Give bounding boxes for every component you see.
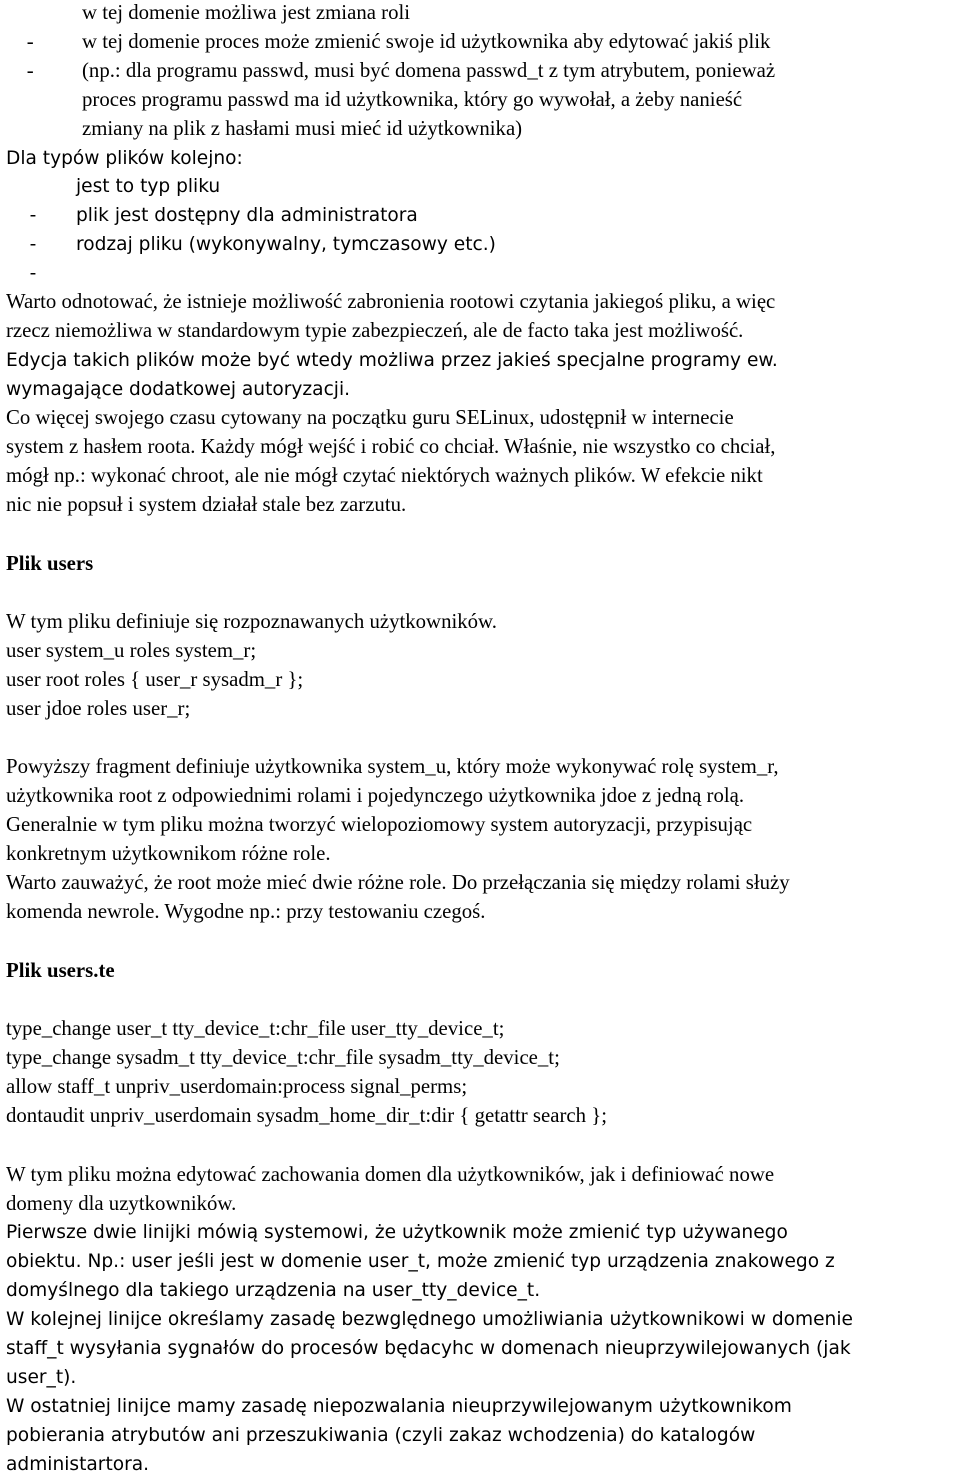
paragraph-line: W kolejnej linijce określamy zasadę bezwględnego umożliwiania użytkownikowi w domenie bbox=[6, 1309, 853, 1330]
paragraph-line: W tym pliku można edytować zachowania domen dla użytkowników, jak i definiować nowe bbox=[6, 1163, 775, 1186]
intro-list-item-text: w tej domenie możliwa jest zmiana roli bbox=[82, 1, 411, 24]
paragraph-line: system z hasłem roota. Każdy mógł wejść i robić co chciał. Właśnie, nie wszystko co chciał, bbox=[6, 435, 776, 458]
code-line: type_change user_t tty_device_t:chr_file user_tty_device_t; bbox=[6, 1017, 505, 1040]
list-dash: - bbox=[29, 234, 37, 255]
code-line: dontaudit unpriv_userdomain sysadm_home_dir_t:dir { getattr search }; bbox=[6, 1104, 607, 1127]
file-types-list-item-text: rodzaj pliku (wykonywalny, tymczasowy etc.) bbox=[76, 234, 496, 255]
paragraph-line: pobierania atrybutów ani przeszukiwania (czyli zakaz wchodzenia) do katalogów bbox=[6, 1425, 756, 1446]
paragraph-line: domyślnego dla takiego urządzenia na user_tty_device_t. bbox=[6, 1280, 541, 1301]
code-line: allow staff_t unpriv_userdomain:process signal_perms; bbox=[6, 1075, 468, 1098]
paragraph-line: wymagające dodatkowej autoryzacji. bbox=[6, 379, 351, 400]
file-types-list-item-text: jest to typ pliku bbox=[76, 176, 221, 197]
paragraph-line: mógł np.: wykonać chroot, ale nie mógł czytać niektórych ważnych plików. W efekcie nikt bbox=[6, 464, 763, 487]
list-dash: - bbox=[29, 263, 37, 284]
intro-continuation-line: proces programu passwd ma id użytkownika, który go wywołał, a żeby nanieść bbox=[82, 88, 743, 111]
list-dash: - bbox=[26, 30, 34, 53]
paragraph-line: Warto zauważyć, że root może mieć dwie różne role. Do przełączania się między rolami służy bbox=[6, 871, 790, 894]
paragraph-line: konkretnym użytkownikom różne role. bbox=[6, 842, 331, 865]
users-intro: W tym pliku definiuje się rozpoznawanych użytkowników. bbox=[6, 610, 497, 633]
paragraph-line: Edycja takich plików może być wtedy możliwa przez jakieś specjalne programy ew. bbox=[6, 350, 778, 371]
paragraph-line: Powyższy fragment definiuje użytkownika system_u, który może wykonywać rolę system_r, bbox=[6, 755, 779, 778]
intro-continuation-line: zmiany na plik z hasłami musi mieć id użytkownika) bbox=[82, 117, 523, 140]
intro-list-item bbox=[6, 27, 34, 114]
file-types-list-item-text: plik jest dostępny dla administratora bbox=[76, 205, 418, 226]
paragraph-line: user_t). bbox=[6, 1367, 77, 1388]
list-dash: - bbox=[29, 205, 37, 226]
code-line: user jdoe roles user_r; bbox=[6, 697, 191, 720]
paragraph-line: nic nie popsuł i system działał stale bez zarzutu. bbox=[6, 493, 407, 516]
paragraph-line: rzecz niemożliwa w standardowym typie zabezpieczeń, ale de facto taka jest możliwość. bbox=[6, 319, 744, 342]
paragraph-line: Co więcej swojego czasu cytowany na początku guru SELinux, udostępnił w internecie bbox=[6, 406, 734, 429]
code-line: type_change sysadm_t tty_device_t:chr_file sysadm_tty_device_t; bbox=[6, 1046, 560, 1069]
paragraph-line: administartora. bbox=[6, 1454, 150, 1475]
paragraph-line: W ostatniej linijce mamy zasadę niepozwalania nieuprzywilejowanym użytkownikom bbox=[6, 1396, 792, 1417]
paragraph-line: użytkownika root z odpowiednimi rolami i pojedynczego użytkownika jdoe z jedną rolą. bbox=[6, 784, 745, 807]
section-heading-users: Plik users bbox=[6, 552, 94, 575]
list-dash: - bbox=[26, 59, 34, 82]
file-types-heading: Dla typów plików kolejno: bbox=[6, 148, 243, 169]
intro-continuation-line: (np.: dla programu passwd, musi być domena passwd_t z tym atrybutem, ponieważ bbox=[82, 59, 776, 82]
code-line: user system_u roles system_r; bbox=[6, 639, 257, 662]
code-line: user root roles { user_r sysadm_r }; bbox=[6, 668, 304, 691]
paragraph-line: obiektu. Np.: user jeśli jest w domenie user_t, może zmienić typ urządzenia znakowego z bbox=[6, 1251, 835, 1272]
paragraph-line: domeny dla uzytkowników. bbox=[6, 1192, 237, 1215]
paragraph-line: Pierwsze dwie linijki mówią systemowi, że użytkownik może zmienić typ używanego bbox=[6, 1222, 788, 1243]
paragraph-line: komenda newrole. Wygodne np.: przy testowaniu czegoś. bbox=[6, 900, 486, 923]
paragraph-line: staff_t wysyłania sygnałów do procesów będacyhc w domenach nieuprzywilejowanych (jak bbox=[6, 1338, 851, 1359]
paragraph-line: Warto odnotować, że istnieje możliwość zabronienia rootowi czytania jakiegoś pliku, a więc bbox=[6, 290, 776, 313]
intro-list-item-text: w tej domenie proces może zmienić swoje id użytkownika aby edytować jakiś plik bbox=[82, 30, 771, 53]
section-heading-users-te: Plik users.te bbox=[6, 959, 115, 982]
paragraph-line: Generalnie w tym pliku można tworzyć wielopoziomowy system autoryzacji, przypisując bbox=[6, 813, 753, 836]
